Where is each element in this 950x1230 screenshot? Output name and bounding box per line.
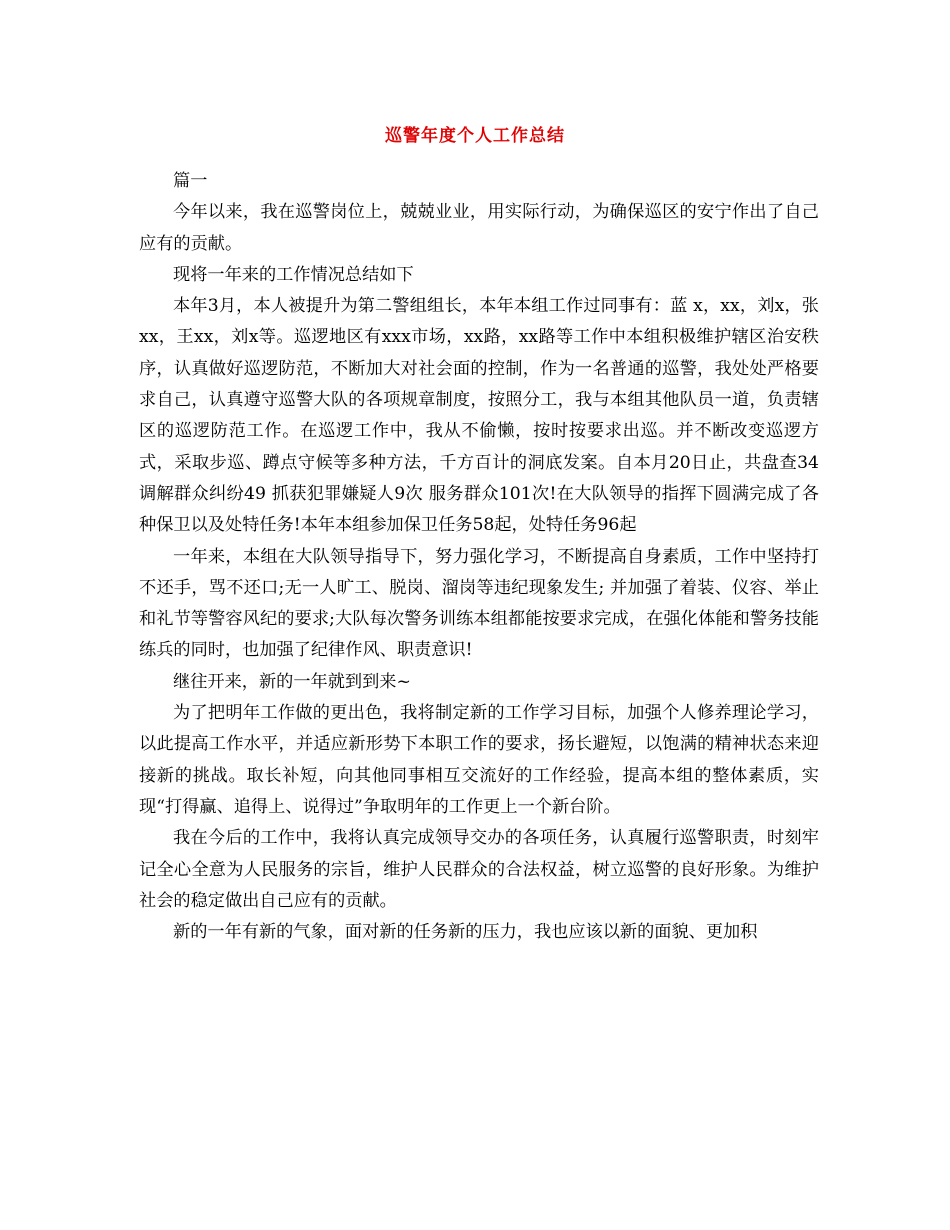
document-body (139, 166, 819, 948)
paragraph-section-label: 篇一 (173, 171, 208, 191)
paragraph-closing: 新的一年有新的气象，面对新的任务新的压力，我也应该以新的面貌、更加积 (173, 922, 758, 943)
paragraph-discipline: 一年来，本组在大队领导指导下，努力强化学习，不断提高自身素质，工作中坚持打不还手，骂不还口;无一人旷工、脱岗、溜岗等违纪现象发生; 并加强了着装、仪容、举止和礼节等警容风纪的要求;大队每次警务训练本组都能按要求完成，在强化体能和警务技能练兵的同时，也加强了纪律作风、职责意识! (139, 546, 819, 661)
paragraph-next-year-goals: 为了把明年工作做的更出色，我将制定新的工作学习目标，加强个人修养理论学习，以此提高工作水平，并适应新形势下本职工作的要求，扬长避短，以饱满的精神状态来迎接新的挑战。取长补短，向其他同事相互交流好的工作经验，提高本组的整体素质，实现“打得赢、追得上、说得过”争取明年的工作更上一个新台阶。 (139, 703, 819, 817)
paragraph-intro: 今年以来，我在巡警岗位上，兢兢业业，用实际行动，为确保巡区的安宁作出了自己应有的贡献。 (139, 202, 819, 254)
paragraph-future-duties: 我在今后的工作中，我将认真完成领导交办的各项任务，认真履行巡警职责，时刻牢记全心全意为人民服务的宗旨，维护人民群众的合法权益，树立巡警的良好形象。为维护社会的稳定做出自己应有的贡献。 (139, 828, 819, 911)
document-title: 巡警年度个人工作总结 (385, 126, 565, 146)
paragraph-transition: 继往开来，新的一年就到到来~ (173, 671, 411, 692)
paragraph-summary-lead: 现将一年来的工作情况总结如下 (173, 264, 414, 285)
paragraph-work-details: 本年3月，本人被提升为第二警组组长，本年本组工作过同事有：蓝 x，xx，刘x，张xx，王xx，刘x等。巡逻地区有xxx市场，xx路，xx路等工作中本组积极维护辖区治安秩序，认真做好巡逻防范，不断加大对社会面的控制，作为一名普通的巡警，我处处严格要求自己，认真遵守巡警大队的各项规章制度，按照分工，我与本组其他队员一道，负责辖区的巡逻防范工作。在巡逻工作中，我从不偷懒，按时按要求出巡。并不断改变巡逻方式，采取步巡、蹲点守候等多种方法，千方百计的洞底发案。自本月20日止，共盘查34 调解群众纠纷49 抓获犯罪嫌疑人9次 服务群众101次!在大队领导的指挥下圆满完成了各种保卫以及处特任务!本年本组参加保卫任务58起，处特任务96起 (139, 296, 819, 536)
